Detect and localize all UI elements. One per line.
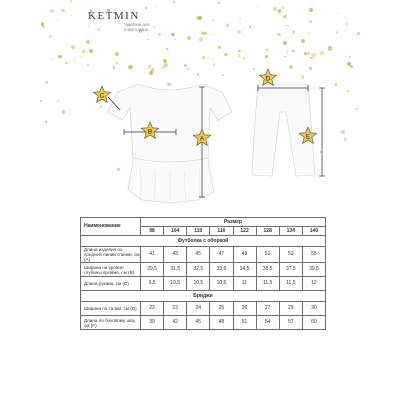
star-label: C bbox=[99, 92, 105, 100]
value-cell: 41 bbox=[141, 247, 164, 263]
value-cell: 11,5 bbox=[279, 277, 302, 291]
table-row bbox=[81, 247, 326, 263]
value-cell: 31,5 bbox=[164, 263, 187, 277]
value-cell: 42 bbox=[164, 316, 187, 330]
row-label: Длина рукава, см (C) bbox=[81, 277, 141, 291]
value-cell: 51 bbox=[256, 247, 279, 263]
value-cell: 30 bbox=[302, 302, 325, 316]
table-row bbox=[81, 263, 326, 277]
value-cell: 57 bbox=[279, 316, 302, 330]
size-header-cell: 134 bbox=[279, 227, 302, 236]
value-cell: 37,5 bbox=[279, 263, 302, 277]
star-label: E bbox=[305, 133, 311, 141]
tshirt-drawing bbox=[108, 84, 232, 203]
value-cell: 34,5 bbox=[233, 263, 256, 277]
row-label: Ширина по талии, см (D) bbox=[81, 302, 141, 316]
value-cell: 35,5 bbox=[256, 263, 279, 277]
value-cell: 45 bbox=[187, 247, 210, 263]
star-label: D bbox=[265, 75, 271, 83]
value-cell: 9,5 bbox=[141, 277, 164, 291]
section-title-pants: Бриджи bbox=[81, 291, 326, 302]
table-row bbox=[81, 302, 326, 316]
value-cell: 49 bbox=[233, 247, 256, 263]
value-cell: 47 bbox=[210, 247, 233, 263]
value-cell: 53 bbox=[279, 247, 302, 263]
value-cell: 29,5 bbox=[141, 263, 164, 277]
size-header-cell: 128 bbox=[256, 227, 279, 236]
value-cell: 10,5 bbox=[164, 277, 187, 291]
value-cell: 60 bbox=[302, 316, 325, 330]
value-cell: 11 bbox=[233, 277, 256, 291]
size-header-cell: 98 bbox=[141, 227, 164, 236]
value-cell: 48 bbox=[210, 316, 233, 330]
row-label: Ширина на уровне глубины пройме, см (B) bbox=[81, 263, 141, 277]
value-cell: 22 bbox=[141, 302, 164, 316]
size-table bbox=[80, 217, 326, 330]
size-header-cell: 140 bbox=[302, 227, 325, 236]
header-name-cell: Наименование bbox=[81, 218, 141, 236]
pants-drawing bbox=[252, 84, 315, 176]
value-cell: 43 bbox=[164, 247, 187, 263]
value-cell: 10,5 bbox=[187, 277, 210, 291]
section-row bbox=[81, 291, 326, 302]
value-cell: 29 bbox=[279, 302, 302, 316]
value-cell: 12 bbox=[302, 277, 325, 291]
row-label: Длина по боковому шву, см (F) bbox=[81, 316, 141, 330]
table-header-row bbox=[81, 218, 326, 227]
value-cell: 11,5 bbox=[256, 277, 279, 291]
value-cell: 55 bbox=[302, 247, 325, 263]
value-cell: 26 bbox=[233, 302, 256, 316]
star-label: B bbox=[147, 128, 153, 136]
size-header-cell: 110 bbox=[187, 227, 210, 236]
value-cell: 39 bbox=[141, 316, 164, 330]
value-cell: 23 bbox=[164, 302, 187, 316]
section-title-tshirt: Футболка с оборкой bbox=[81, 236, 326, 247]
value-cell: 33,5 bbox=[210, 263, 233, 277]
value-cell: 24 bbox=[187, 302, 210, 316]
value-cell: 32,5 bbox=[187, 263, 210, 277]
row-label: Длина изделия по средней линии спинки, см (A) bbox=[81, 247, 141, 263]
star-label: A bbox=[199, 135, 205, 143]
value-cell: 51 bbox=[233, 316, 256, 330]
value-cell: 54 bbox=[256, 316, 279, 330]
value-cell: 39,5 bbox=[302, 263, 325, 277]
table-row bbox=[81, 277, 326, 291]
size-header-cell: 104 bbox=[164, 227, 187, 236]
value-cell: 27 bbox=[256, 302, 279, 316]
value-cell: 10,5 bbox=[210, 277, 233, 291]
table-row bbox=[81, 316, 326, 330]
value-cell: 25 bbox=[210, 302, 233, 316]
value-cell: 45 bbox=[187, 316, 210, 330]
brand-tagline: Чемпион для нового мира bbox=[124, 22, 150, 32]
brand-name: KETMIN bbox=[88, 10, 140, 22]
header-size-cell: Размер bbox=[141, 218, 326, 227]
size-header-cell: 122 bbox=[233, 227, 256, 236]
size-header-cell: 116 bbox=[210, 227, 233, 236]
section-row bbox=[81, 236, 326, 247]
size-table-container bbox=[80, 217, 326, 396]
